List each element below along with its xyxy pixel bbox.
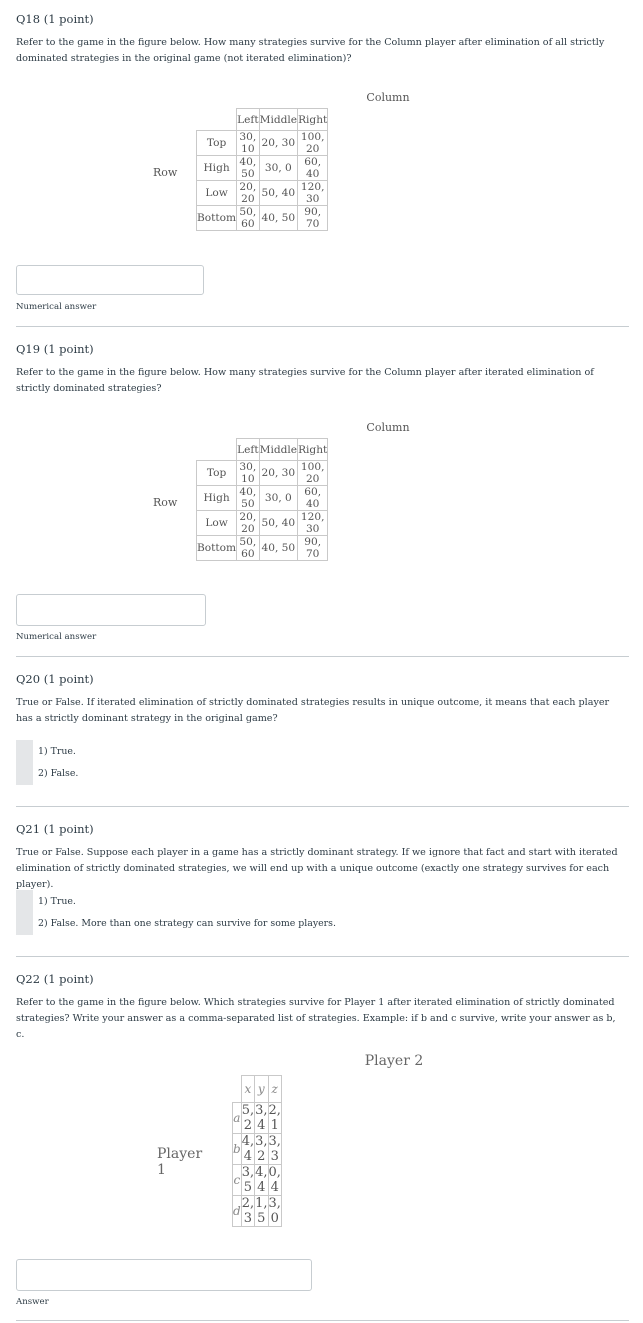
payoff-cell: 90, 70 <box>298 206 328 231</box>
payoff-cell: 40, 50 <box>259 536 297 561</box>
question-q20 <box>16 672 629 727</box>
payoff-grid <box>196 108 328 231</box>
question-divider <box>16 326 629 327</box>
question-title: Q20 (1 point) <box>16 672 94 686</box>
payoff-cell: 5, 2 <box>241 1103 255 1133</box>
payoff-cell: 120, 30 <box>298 511 328 536</box>
question-q21 <box>16 822 629 893</box>
payoff-cell: 40, 50 <box>237 486 259 511</box>
payoff-grid <box>196 438 328 561</box>
q19-answer-input[interactable] <box>16 594 206 626</box>
row-header: Bottom <box>197 206 237 231</box>
payoff-cell: 60, 40 <box>298 156 328 181</box>
question-divider <box>16 656 629 657</box>
row-header: Low <box>197 181 237 206</box>
payoff-cell: 20, 30 <box>259 131 297 156</box>
option-true[interactable]: 1) True. <box>38 896 76 907</box>
question-divider <box>16 956 629 957</box>
question-text: Refer to the game in the figure below. Which strategies survive for Player 1 after iterated elimination of strictly dominated strategies? Write your answer as a comma-separated list of strategies. Example: if b and c survive, write your answer as b, c. <box>16 997 616 1040</box>
row-header: a <box>233 1103 242 1134</box>
payoff-cell: 90, 70 <box>298 536 328 561</box>
payoff-cell: 20, 30 <box>259 461 297 486</box>
column-header: y <box>255 1076 268 1103</box>
payoff-cell: 2, 3 <box>241 1196 255 1226</box>
payoff-cell: 50, 60 <box>237 206 259 231</box>
question-title: Q22 (1 point) <box>16 972 94 986</box>
row-header: c <box>233 1165 242 1196</box>
row-header: High <box>197 486 237 511</box>
row-header: Low <box>197 511 237 536</box>
question-text: Refer to the game in the figure below. How many strategies survive for the Column player after iterated elimination of strictly dominated strategies? <box>16 367 594 394</box>
payoff-cell: 40, 50 <box>237 156 259 181</box>
payoff-grid <box>232 1075 282 1227</box>
row-header: d <box>233 1196 242 1227</box>
question-text: True or False. Suppose each player in a game has a strictly dominant strategy. If we ignore that fact and start with iterated elimination of strictly dominated strategies, we will end up with a unique outcome (exactly one strategy survives for each player). <box>16 847 618 890</box>
column-header: Left <box>237 439 259 461</box>
options-bar <box>16 890 33 935</box>
column-header: z <box>268 1076 281 1103</box>
question-divider <box>16 806 629 807</box>
payoff-cell: 0, 4 <box>268 1165 281 1195</box>
question-q19 <box>16 342 629 397</box>
q18-answer-input[interactable] <box>16 265 204 295</box>
question-title: Q19 (1 point) <box>16 342 94 356</box>
row-player-label: Row <box>153 166 178 179</box>
column-header: x <box>241 1076 254 1103</box>
answer-label: Numerical answer <box>16 302 97 312</box>
row-header: Bottom <box>197 536 237 561</box>
payoff-cell: 3, 5 <box>241 1165 255 1195</box>
payoff-cell: 2, 1 <box>268 1103 281 1133</box>
option-false[interactable]: 2) False. <box>38 768 79 779</box>
payoff-cell: 50, 40 <box>259 181 297 206</box>
payoff-cell: 3, 2 <box>255 1134 268 1164</box>
question-divider <box>16 1320 629 1321</box>
options-bar <box>16 740 33 785</box>
payoff-cell: 20, 20 <box>237 511 259 536</box>
payoff-cell: 40, 50 <box>259 206 297 231</box>
player2-label: Player 2 <box>364 1053 424 1069</box>
question-text: True or False. If iterated elimination of strictly dominated strategies results in unique outcome, it means that each player has a strictly dominant strategy in the original game? <box>16 697 610 724</box>
answer-label: Answer <box>16 1297 49 1307</box>
question-q18 <box>16 12 629 67</box>
column-header: Left <box>237 109 259 131</box>
payoff-cell: 30, 10 <box>237 461 259 486</box>
payoff-cell: 1, 5 <box>255 1196 268 1226</box>
question-title: Q21 (1 point) <box>16 822 94 836</box>
payoff-cell: 30, 10 <box>237 131 259 156</box>
row-header: b <box>233 1134 242 1165</box>
payoff-cell: 3, 0 <box>268 1196 281 1226</box>
payoff-cell: 30, 0 <box>259 486 297 511</box>
payoff-cell: 20, 20 <box>237 181 259 206</box>
answer-label: Numerical answer <box>16 632 97 642</box>
column-header: Middle <box>259 439 297 461</box>
column-player-label: Column <box>366 421 410 434</box>
payoff-cell: 50, 40 <box>259 511 297 536</box>
row-header: Top <box>197 131 237 156</box>
payoff-cell: 4, 4 <box>241 1134 255 1164</box>
column-header: Middle <box>259 109 297 131</box>
q22-answer-input[interactable] <box>16 1259 312 1291</box>
payoff-cell: 4, 4 <box>255 1165 268 1195</box>
player1-label: Player 1 <box>157 1146 203 1178</box>
payoff-cell: 120, 30 <box>298 181 328 206</box>
payoff-cell: 30, 0 <box>259 156 297 181</box>
option-true[interactable]: 1) True. <box>38 746 76 757</box>
option-false[interactable]: 2) False. More than one strategy can survive for some players. <box>38 918 336 929</box>
row-header: High <box>197 156 237 181</box>
row-player-label: Row <box>153 496 178 509</box>
question-q22 <box>16 972 629 1043</box>
row-header: Top <box>197 461 237 486</box>
payoff-cell: 60, 40 <box>298 486 328 511</box>
payoff-cell: 100, 20 <box>298 131 328 156</box>
question-text: Refer to the game in the figure below. How many strategies survive for the Column player after elimination of all strictly dominated strategies in the original game (not iterated elimination)? <box>16 37 605 64</box>
payoff-cell: 3, 4 <box>255 1103 268 1133</box>
column-header: Right <box>298 109 328 131</box>
payoff-cell: 50, 60 <box>237 536 259 561</box>
payoff-cell: 100, 20 <box>298 461 328 486</box>
column-header: Right <box>298 439 328 461</box>
column-player-label: Column <box>366 91 410 104</box>
question-title: Q18 (1 point) <box>16 12 94 26</box>
payoff-cell: 3, 3 <box>268 1134 281 1164</box>
